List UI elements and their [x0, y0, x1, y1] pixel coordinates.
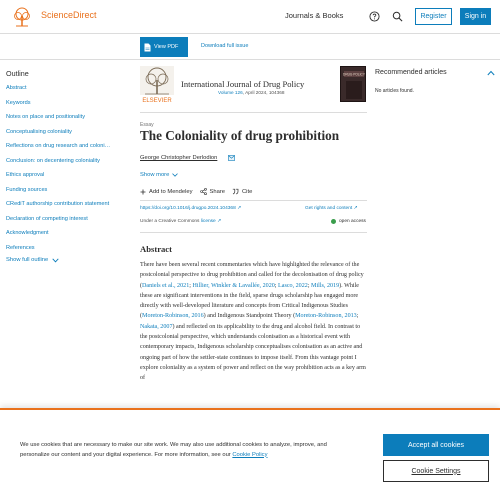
cookie-settings-button[interactable]: Cookie Settings [383, 460, 489, 482]
sign-in-button[interactable]: Sign in [460, 8, 491, 25]
elsevier-tree-logo-icon[interactable] [10, 7, 34, 27]
doi-link[interactable] [140, 206, 241, 211]
plus-icon [140, 189, 146, 195]
article-title: The Coloniality of drug prohibition [140, 128, 340, 143]
outline-item[interactable]: Ethics approval [6, 172, 45, 178]
divider [140, 112, 367, 113]
cite-button[interactable] [232, 188, 252, 195]
show-more-label: Show more [140, 172, 170, 178]
outline-item[interactable]: Abstract [6, 85, 27, 91]
search-icon[interactable] [392, 11, 403, 22]
cookie-banner [0, 408, 500, 500]
volume-link[interactable]: Volume 126 [218, 90, 243, 95]
rights-label: Get rights and content [305, 206, 353, 211]
journal-header [140, 66, 367, 106]
abstract-text: ; [307, 282, 312, 289]
outline-item[interactable]: Acknowledgment [6, 230, 49, 236]
article-type: Essay [140, 122, 154, 128]
doi-text: https://doi.org/10.1016/j.drugpo.2024.104368 [140, 206, 236, 211]
journal-title-link[interactable]: International Journal of Drug Policy [181, 79, 305, 89]
outline-sidebar [6, 66, 134, 263]
open-access-dot-icon [331, 219, 336, 224]
external-link-icon: ↗ [217, 219, 222, 224]
elsevier-wordmark: ELSEVIER [142, 98, 172, 104]
external-link-icon: ↗ [353, 206, 358, 211]
share-icon [200, 188, 207, 195]
reference-link[interactable]: Lasco, 2022 [278, 282, 308, 289]
journal-volume [218, 90, 284, 95]
recommended-header[interactable] [375, 69, 495, 76]
external-link-icon: ↗ [237, 206, 242, 211]
divider [140, 232, 367, 233]
recommended-title: Recommended articles [375, 69, 447, 76]
reference-link[interactable]: Hillier, Winkler & Lavallée, 2020 [192, 282, 275, 289]
reference-link[interactable]: Daniels et al., 2021 [142, 282, 190, 289]
recommended-panel [375, 66, 495, 94]
help-icon[interactable] [369, 11, 380, 22]
cite-label: Cite [241, 188, 253, 195]
pdf-file-icon [144, 43, 151, 52]
outline-item[interactable]: Conceptualising coloniality [6, 128, 72, 135]
journals-books-link[interactable]: Journals & Books [285, 11, 344, 20]
cover-art [341, 67, 367, 103]
abstract-text: ) and reflected on its applicability to the drug and alcohol field. In contrast to the postcolonial perspective, which understands colonisation as a historical event with contemporary impacts, Indigenous scholarship conceptualises colonisation as an active and ongoing part of how the settler-state continues to impose itself. From this vantage point I explore coloniality as a system of power and reflect on the way prohibition acts as a key arm of [140, 323, 366, 382]
quote-icon [232, 188, 239, 195]
article-toolbar [0, 34, 500, 60]
cookie-policy-link[interactable]: Cookie Policy [232, 451, 268, 458]
show-full-outline-label: Show full outline [6, 257, 49, 263]
outline-item[interactable]: Reflections on drug research and coloni… [6, 143, 111, 149]
outline-item[interactable]: Keywords [6, 99, 31, 106]
outline-heading: Outline [6, 69, 29, 78]
abstract-body [140, 260, 367, 384]
mail-icon[interactable] [228, 155, 235, 161]
article-actions [140, 188, 252, 195]
outline-list [6, 83, 134, 257]
chevron-up-icon[interactable] [487, 70, 495, 76]
outline-item[interactable]: Funding sources [6, 186, 48, 193]
open-access-badge [331, 219, 366, 224]
outline-item[interactable]: Conclusion: on decentering coloniality [6, 157, 100, 164]
open-access-label: open access [339, 219, 366, 224]
share-button[interactable] [200, 188, 225, 195]
license-info [140, 219, 221, 224]
abstract-text: ; [189, 282, 193, 289]
share-label: Share [209, 188, 225, 195]
elsevier-logo-icon[interactable] [140, 66, 174, 104]
journal-cover-image[interactable] [340, 66, 366, 102]
issue-info: , April 2024, 104368 [242, 90, 285, 95]
license-prefix: Under a Creative Commons [140, 219, 201, 224]
brand-name[interactable]: ScienceDirect [41, 10, 97, 20]
abstract-text: ; [356, 313, 359, 320]
cookie-text: We use cookies that are necessary to make our site work. We may also use additional cookies to analyze, improve, and personalize our content and your digital experience. For more information, see our [20, 442, 327, 458]
view-pdf-label: View PDF [154, 44, 179, 50]
abstract-text: ; [274, 282, 279, 289]
cookie-message [20, 441, 330, 460]
chevron-down-icon [52, 258, 59, 263]
author-link[interactable]: George Christopher Derlodion [140, 155, 218, 161]
cover-text: DRUG POLICY [343, 72, 365, 77]
reference-link[interactable]: Moreton-Robinson, 2013 [295, 313, 357, 320]
abstract-text: There have been several recent commentaries which have highlighted the relevance of the postcolonial perspective to drug prohibition and called for the decolonisation of drug policy ( [140, 262, 364, 289]
show-full-outline-button[interactable] [6, 257, 134, 263]
abstract-heading: Abstract [140, 244, 172, 254]
license-link[interactable]: license [200, 219, 216, 224]
add-to-mendeley-button[interactable] [140, 189, 193, 195]
site-header [0, 0, 500, 34]
rights-link[interactable] [305, 206, 358, 211]
chevron-down-icon [172, 173, 178, 177]
download-full-issue-link[interactable]: Download full issue [201, 43, 249, 49]
no-articles-message: No articles found. [375, 88, 414, 94]
outline-item[interactable]: Notes on place and positionality [6, 114, 85, 120]
abstract-text: ) and Indigenous Standpoint Theory ( [203, 313, 296, 320]
reference-link[interactable]: Mills, 2019 [311, 282, 340, 289]
outline-item[interactable]: CRediT authorship contribution statement [6, 201, 110, 207]
outline-item[interactable]: Declaration of competing interest [6, 215, 88, 222]
register-button[interactable]: Register [415, 8, 452, 25]
view-pdf-button[interactable] [140, 37, 188, 57]
abstract-text: ). While these are significant interventions in the field, sparse drugs scholarship has engaged more directly with well-developed literature and concepts from Critical Indigenous Studies ( [140, 282, 359, 320]
outline-item[interactable]: References [6, 244, 35, 251]
show-more-button[interactable] [140, 172, 178, 178]
reference-link[interactable]: Moreton-Robinson, 2016 [142, 313, 204, 320]
article-main [140, 66, 367, 382]
add-to-mendeley-label: Add to Mendeley [149, 188, 193, 195]
reference-link[interactable]: Nakata, 2007 [140, 323, 173, 330]
divider [140, 200, 367, 201]
accept-all-cookies-button[interactable]: Accept all cookies [383, 434, 489, 456]
